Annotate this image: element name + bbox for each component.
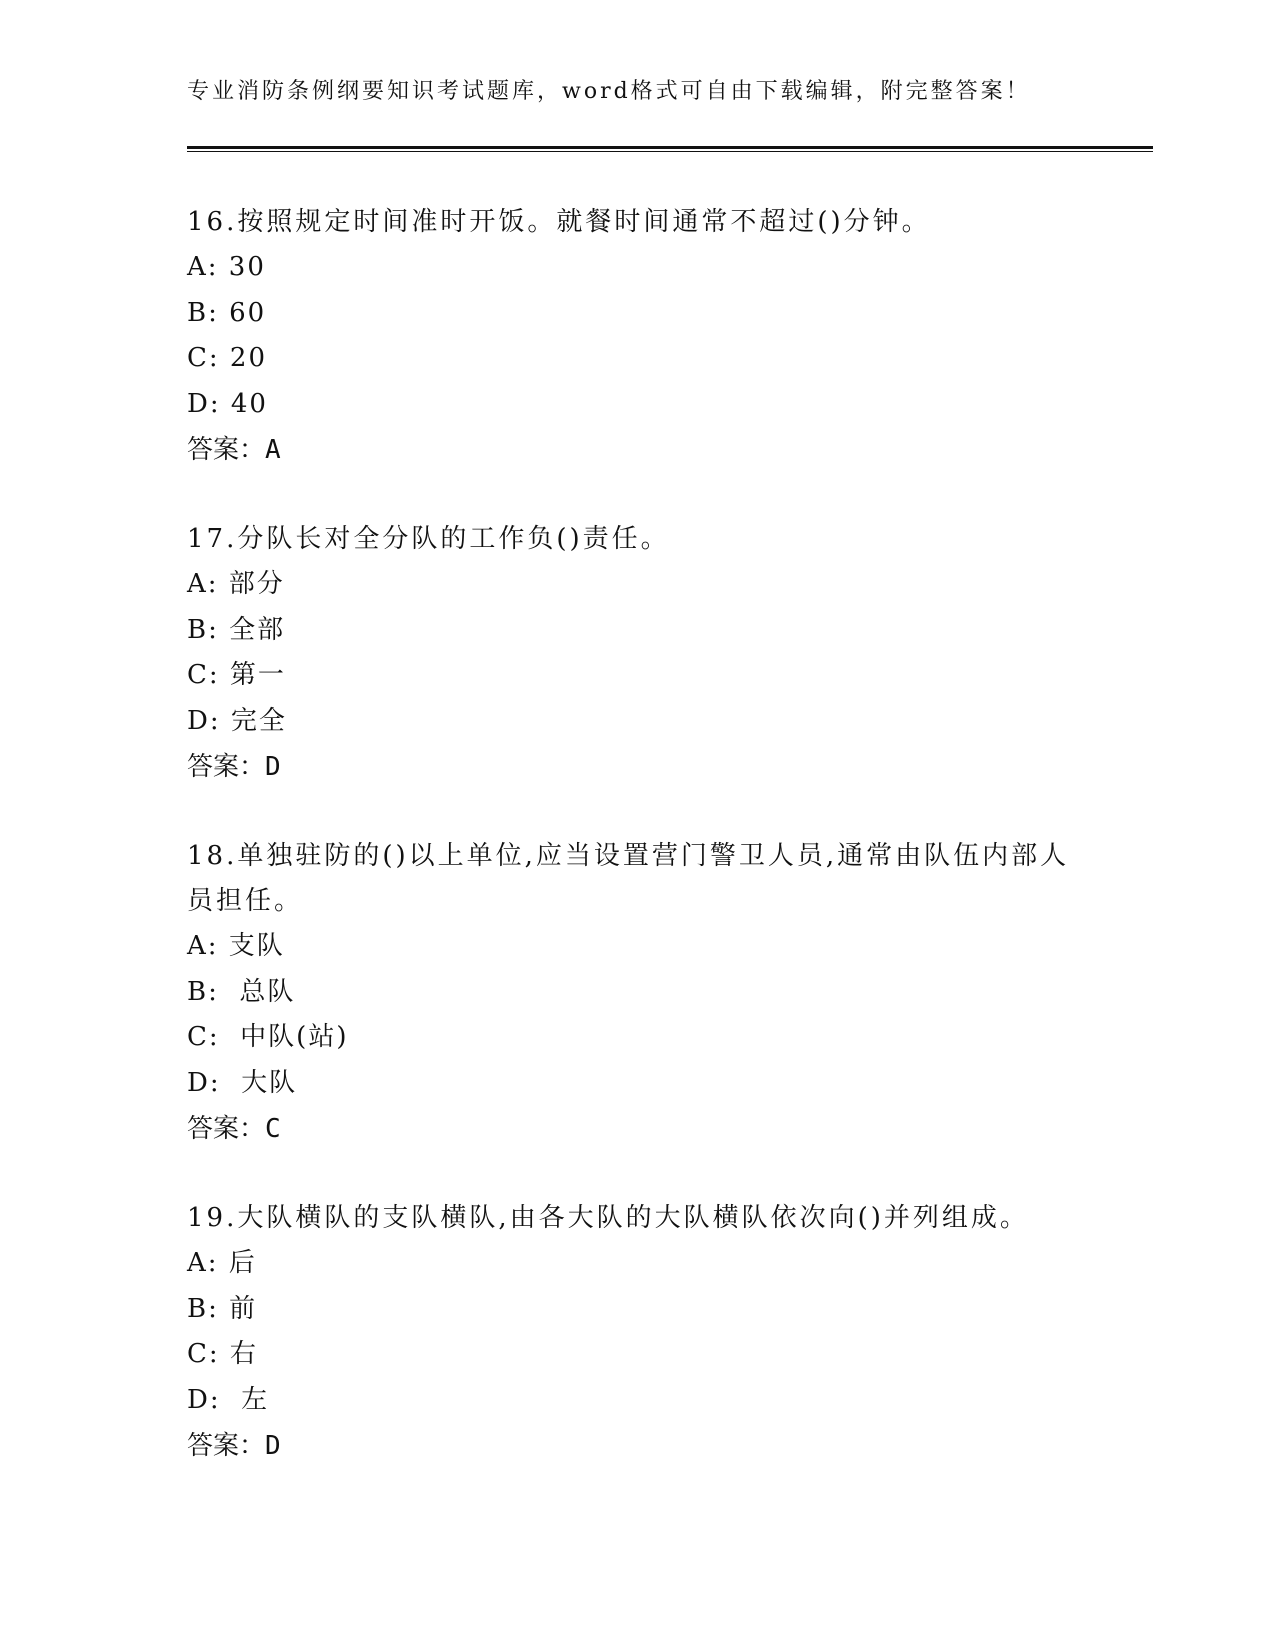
option-d: D: 大队 bbox=[187, 1067, 298, 1098]
option-b: B: 60 bbox=[187, 297, 267, 328]
option-d: D: 左 bbox=[187, 1384, 270, 1415]
option-c: C: 右 bbox=[187, 1339, 258, 1369]
question-16 bbox=[187, 200, 1087, 473]
option-a: A: 后 bbox=[187, 1248, 257, 1278]
question-stem: 16.按照规定时间准时开饭。就餐时间通常不超过()分钟。 bbox=[187, 207, 931, 237]
option-c: C: 第一 bbox=[187, 660, 286, 690]
option-c: C: 20 bbox=[187, 343, 268, 373]
question-stem: 17.分队长对全分队的工作负()责任。 bbox=[187, 524, 670, 554]
question-stem: 19.大队横队的支队横队,由各大队的大队横队依次向()并列组成。 bbox=[187, 1203, 1029, 1233]
answer-line: 答案：D bbox=[187, 752, 281, 782]
option-b: B: 总队 bbox=[187, 976, 296, 1007]
option-b: B: 前 bbox=[187, 1293, 258, 1324]
document-header: 专业消防条例纲要知识考试题库，word格式可自由下载编辑，附完整答案！ bbox=[187, 79, 1031, 104]
option-a: A: 30 bbox=[187, 252, 266, 282]
option-d: D: 40 bbox=[187, 388, 268, 419]
answer-line: 答案：C bbox=[187, 1114, 281, 1144]
question-18 bbox=[187, 834, 1087, 1152]
header-rule-thick bbox=[187, 146, 1153, 149]
question-list bbox=[187, 200, 1087, 1513]
option-a: A: 部分 bbox=[187, 569, 285, 599]
question-19 bbox=[187, 1196, 1087, 1469]
answer-line: 答案：A bbox=[187, 435, 281, 465]
header-rule-thin bbox=[187, 151, 1153, 152]
option-c: C: 中队(站) bbox=[187, 1022, 349, 1052]
answer-line: 答案：D bbox=[187, 1431, 281, 1461]
question-17 bbox=[187, 517, 1087, 790]
option-d: D: 完全 bbox=[187, 705, 287, 736]
option-a: A: 支队 bbox=[187, 931, 285, 961]
question-stem: 18.单独驻防的()以上单位,应当设置营门警卫人员,通常由队伍内部人员担任。 bbox=[187, 841, 1070, 916]
option-b: B: 全部 bbox=[187, 614, 286, 645]
